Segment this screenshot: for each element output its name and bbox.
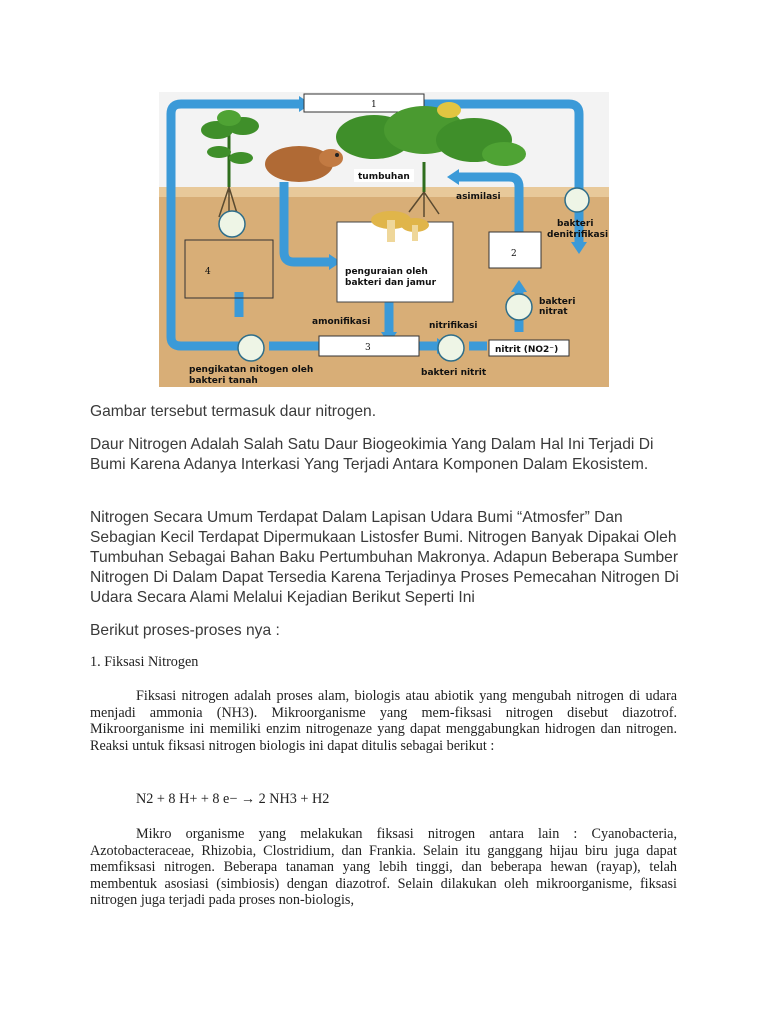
paragraph-mikroorganisme: Mikro organisme yang melakukan fiksasi nitrogen antara lain : Cyanobacteria, Azotobacteraceae, Rhizobia, Clostridium, dan Frankia. Selain itu ganggang hijau biru juga dapat memfiksasi nitrogen. Beberapa tanaman yang lebih tinggi, dan beberapa hewan (rayap), telah membentuk asosiasi (simbiosis) dengan diazotrof. Selain dilakukan oleh mikroorganisme, fiksasi nitrogen juga terjadi pada proses non-biologis, [90,826,677,909]
box-2-label: 2 [511,249,517,259]
label-bakteri-denitrifikasi-1: bakteri [557,219,594,229]
label-penguraian-2: bakteri dan jamur [345,278,437,288]
label-bakteri-denitrifikasi-2: denitrifikasi [547,230,609,240]
paragraph-nitrogen-umum: Nitrogen Secara Umum Terdapat Dalam Lapisan Udara Bumi “Atmosfer” Dan Sebagian Kecil Terdapat Dipermukaan Listosfer Bumi. Nitrogen Banyak Dipakai Oleh Tumbuhan Sebagai Bahan Baku Pertumbuhan Makronya. Adapun Beberapa Sumber Nitrogen Di Dalam Dapat Tersedia Karena Terjadinya Proses Pemecahan Nitrogen Di Udara Secara Alami Melalui Kejadian Berikut Seperti Ini [90,509,679,606]
box-1-label: 1 [371,100,377,110]
nitrogen-cycle-diagram [159,92,609,387]
label-nitrit: nitrit (NO2⁻) [495,345,559,355]
section-heading-fiksasi: 1. Fiksasi Nitrogen [90,654,199,670]
paragraph-caption: Gambar tersebut termasuk daur nitrogen. [90,403,377,420]
label-amonifikasi: amonifikasi [312,317,371,327]
box-3-label: 3 [365,343,371,353]
label-pengikatan-2: bakteri tanah [189,376,258,386]
label-bakteri-nitrit: bakteri nitrit [421,368,487,378]
paragraph-proses-intro: Berikut proses-proses nya : [90,622,280,639]
label-bakteri-nitrat-1: bakteri [539,297,576,307]
label-bakteri-nitrat-2: nitrat [539,307,568,317]
reaction-equation: N2 + 8 H+ + 8 e− → 2 NH3 + H2 [136,791,330,807]
box-4-label: 4 [205,267,211,277]
label-nitrifikasi: nitrifikasi [429,321,478,331]
label-tumbuhan: tumbuhan [358,172,410,182]
label-penguraian-1: penguraian oleh [345,267,428,277]
paragraph-fiksasi: Fiksasi nitrogen adalah proses alam, biologis atau abiotik yang mengubah nitrogen di udara menjadi ammonia (NH3). Mikroorganisme yang mem-fiksasi nitrogen disebut diazotrof. Mikroorganisme ini memiliki enzim nitrogenaze yang dapat menggabungkan hidrogen dan nitrogen. Reaksi untuk fiksasi nitrogen biologis ini dapat ditulis sebagai berikut : [90,688,677,754]
nitrogen-cycle-figure [159,92,609,387]
label-asimilasi: asimilasi [456,192,501,202]
label-pengikatan-1: pengikatan nitogen oleh [189,365,314,375]
paragraph-daur-nitrogen: Daur Nitrogen Adalah Salah Satu Daur Biogeokimia Yang Dalam Hal Ini Terjadi Di Bumi Karena Adanya Interkasi Yang Terjadi Antara Komponen Dalam Ekosistem. [90,436,654,473]
